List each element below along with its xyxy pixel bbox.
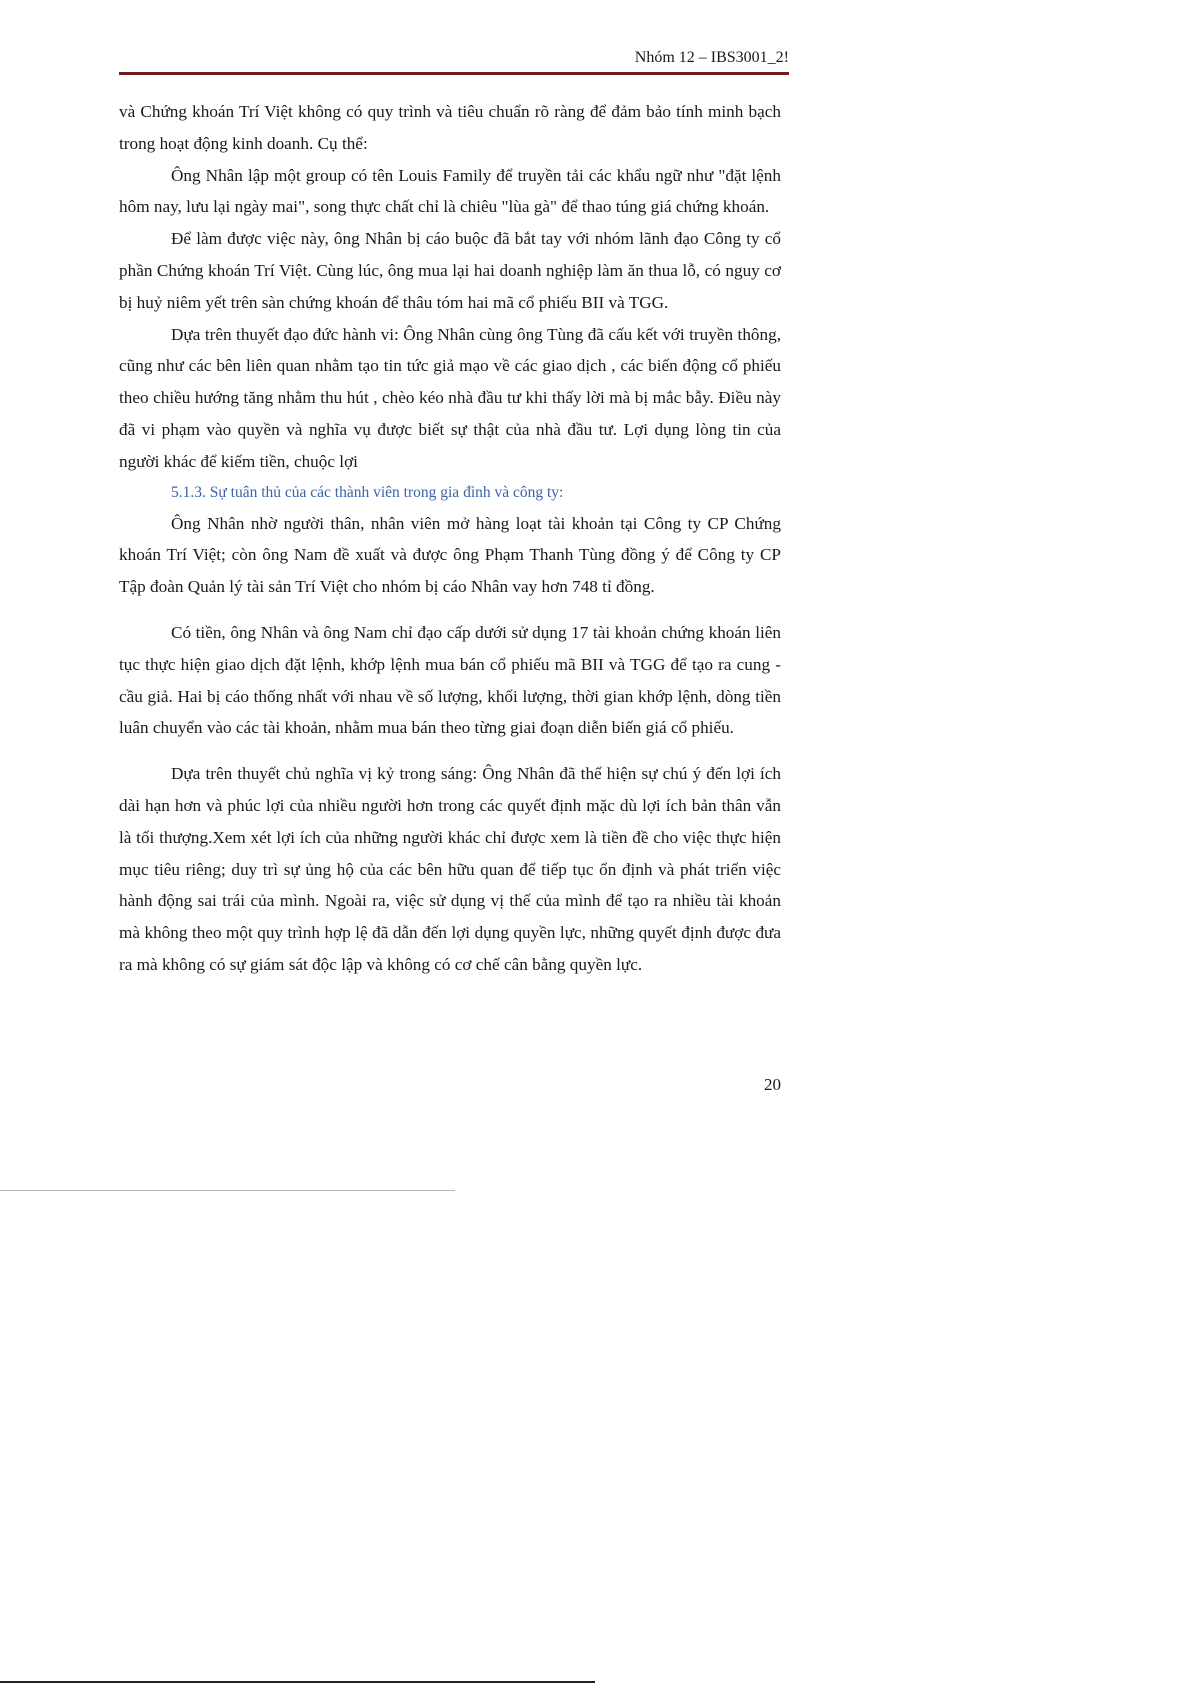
page-number: 20 [764, 1075, 781, 1094]
document-body [119, 96, 781, 981]
section-heading: 5.1.3. Sự tuân thủ của các thành viên trong gia đình và công ty: [171, 483, 564, 501]
paragraph-louis-family: Ông Nhân lập một group có tên Louis Family để truyền tải các khẩu ngữ như "đặt lệnh hôm nay, lưu lại ngày mai", song thực chất chỉ là chiêu "lùa gà" để thao túng giá chứng khoán. [119, 165, 781, 217]
paragraph-intro: và Chứng khoán Trí Việt không có quy trình và tiêu chuẩn rõ ràng để đảm bảo tính minh bạch trong hoạt động kinh doanh. Cụ thể: [119, 102, 781, 153]
paragraph-accounts: Ông Nhân nhờ người thân, nhân viên mở hàng loạt tài khoản tại Công ty CP Chứng khoán Trí Việt; còn ông Nam đề xuất và được ông Phạm Thanh Tùng đồng ý để Công ty CP Tập đoàn Quản lý tài sản Trí Việt cho nhóm bị cáo Nhân vay hơn 748 tỉ đồng. [119, 513, 781, 597]
page-header [119, 46, 789, 76]
paragraph-egoism: Dựa trên thuyết chủ nghĩa vị kỷ trong sáng: Ông Nhân đã thể hiện sự chú ý đến lợi ích dài hạn hơn và phúc lợi của nhiều người hơn trong các quyết định mặc dù lợi ích bản thân vẫn là tối thượng.Xem xét lợi ích của những người khác chỉ được xem là tiền đề cho việc thực hiện mục tiêu riêng; duy trì sự ủng hộ của các bên hữu quan để tiếp tục ổn định và phát triển việc hành động sai trái của mình. Ngoài ra, việc sử dụng vị thế của mình để tạo ra nhiều tài khoản mà không theo một quy trình hợp lệ đã dẫn đến lợi dụng quyền lực, những quyết định được đưa ra mà không có sự giám sát độc lập và không có cơ chế cân bằng quyền lực. [119, 764, 781, 974]
paragraph-acquisition: Để làm được việc này, ông Nhân bị cáo buộc đã bắt tay với nhóm lãnh đạo Công ty cổ phần Chứng khoán Trí Việt. Cùng lúc, ông mua lại hai doanh nghiệp làm ăn thua lỗ, có nguy cơ bị huỷ niêm yết trên sàn chứng khoán để thâu tóm hai mã cổ phiếu BII và TGG. [119, 229, 781, 312]
bottom-rule [0, 1681, 595, 1683]
header-text: Nhóm 12 – IBS3001_2! [634, 49, 789, 66]
header-rule [119, 72, 789, 75]
paragraph-trading: Có tiền, ông Nhân và ông Nam chỉ đạo cấp dưới sử dụng 17 tài khoản chứng khoán liên tục thực hiện giao dịch đặt lệnh, khớp lệnh mua bán cổ phiếu mã BII và TGG để tạo ra cung - cầu giả. Hai bị cáo thống nhất với nhau về số lượng, khối lượng, thời gian khớp lệnh, dòng tiền luân chuyển vào các tài khoản, nhằm mua bán theo từng giai đoạn diễn biến giá cổ phiếu. [119, 622, 781, 738]
paragraph-behavioral-ethics: Dựa trên thuyết đạo đức hành vi: Ông Nhân cùng ông Tùng đã cấu kết với truyền thông, cũng như các bên liên quan nhằm tạo tin tức giả mạo về các giao dịch , các biến động cổ phiếu theo chiều hướng tăng nhằm thu hút , chèo kéo nhà đầu tư khi thấy lời mà bị mắc bẫy. Điều này đã vi phạm vào quyền và nghĩa vụ được biết sự thật của nhà đầu tư. Lợi dụng lòng tin của người khác để kiếm tiền, chuộc lợi [119, 324, 781, 471]
page-break-rule [0, 1190, 455, 1191]
